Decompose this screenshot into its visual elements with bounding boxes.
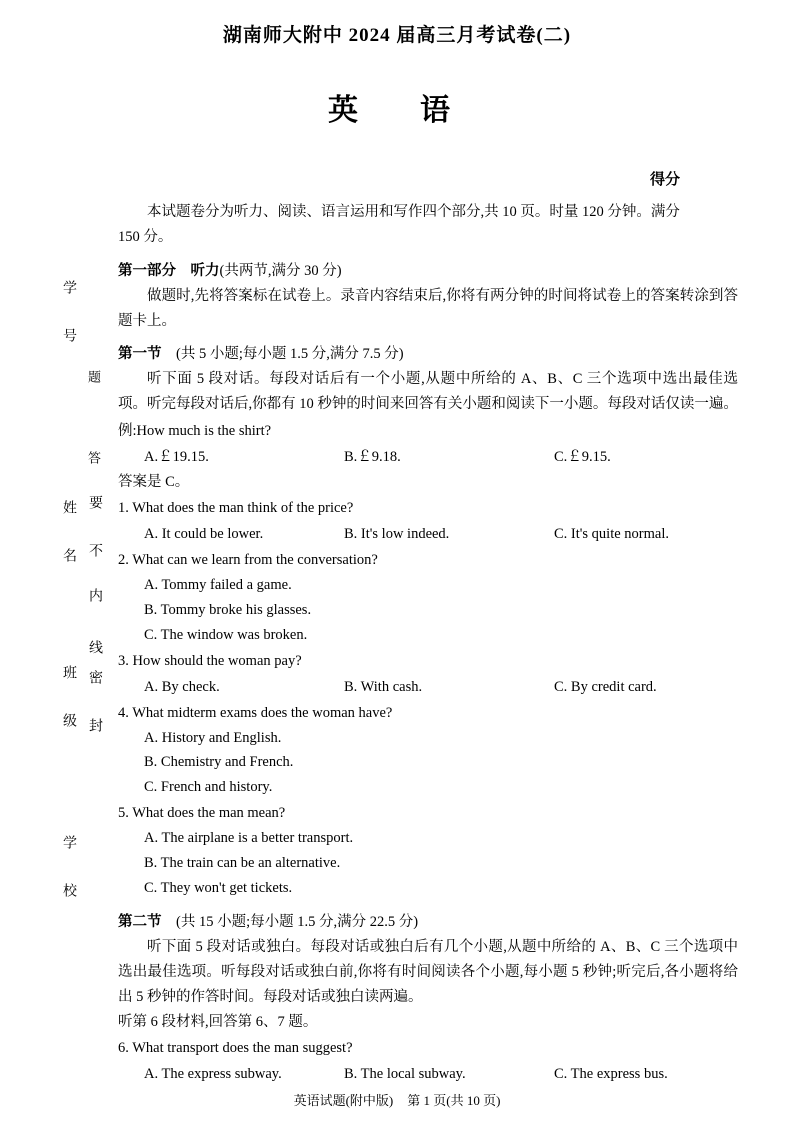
part1-heading-bold: 第一部分 听力 bbox=[118, 262, 220, 279]
part1-instruction: 做题时,先将答案标在试卷上。录音内容结束后,你将有两分钟的时间将试卷上的答案转涂到答题卡上。 bbox=[118, 287, 738, 329]
question-1-option-c: C. It's quite normal. bbox=[554, 526, 669, 543]
label-answer-area: 题 答 bbox=[86, 370, 101, 478]
page-title: 湖南师大附中 2024 届高三月考试卷(二) bbox=[222, 25, 572, 46]
question-2-text: What can we learn from the conversation? bbox=[132, 551, 378, 568]
question-3-option-c: C. By credit card. bbox=[554, 678, 657, 695]
footer-page-number: 第 1 页(共 10 页) bbox=[407, 1093, 501, 1108]
question-5-option-c: C. They won't get tickets. bbox=[144, 880, 293, 897]
question-1-number: 1. bbox=[118, 500, 129, 517]
question-4-number: 4. bbox=[118, 704, 129, 721]
question-1-option-b: B. It's low indeed. bbox=[344, 526, 450, 543]
question-2-option-b: B. Tommy broke his glasses. bbox=[144, 601, 312, 618]
part1-heading bbox=[118, 259, 738, 284]
section2-material-note: 听第 6 段材料,回答第 6、7 题。 bbox=[118, 1013, 318, 1030]
question-1 bbox=[118, 496, 738, 521]
question-3 bbox=[118, 649, 738, 674]
question-4-option-a: A. History and English. bbox=[144, 729, 282, 746]
question-1-options bbox=[118, 522, 738, 547]
section2-instruction: 听下面 5 段对话或独白。每段对话或独白后有几个小题,从题中所给的 A、B、C 三个选项中选出最佳选项。听每段对话或独白前,你将有时间阅读各个小题,每小题 5 秒钟;听完后,各小题将给出 5 秒钟的作答时间。每段对话或独白读两遍。 bbox=[118, 939, 738, 1005]
question-2-option-c: C. The window was broken. bbox=[144, 626, 308, 643]
question-1-option-a: A. It could be lower. bbox=[144, 526, 264, 543]
question-6-number: 6. bbox=[118, 1039, 129, 1056]
question-6-option-b: B. The local subway. bbox=[344, 1065, 466, 1082]
label-school: 学 校 bbox=[61, 835, 76, 907]
section2-heading bbox=[118, 910, 738, 935]
intro-line-2: 150 分。 bbox=[118, 228, 173, 245]
example-option-b: B.￡9.18. bbox=[344, 449, 401, 466]
question-5-number: 5. bbox=[118, 805, 129, 822]
question-4-option-c: C. French and history. bbox=[144, 779, 273, 796]
section2-heading-normal: (共 15 小题;每小题 1.5 分,满分 22.5 分) bbox=[176, 914, 419, 931]
section1-instruction: 听下面 5 段对话。每段对话后有一个小题,从题中所给的 A、B、C 三个选项中选出最佳选项。听完每段对话后,你都有 10 秒钟的时间来回答有关小题和阅读下一小题。每段对话仅读一遍。 bbox=[118, 371, 738, 413]
question-6-option-a: A. The express subway. bbox=[144, 1065, 282, 1082]
question-4 bbox=[118, 701, 738, 726]
label-line: 线 bbox=[87, 640, 102, 664]
question-3-number: 3. bbox=[118, 652, 129, 669]
question-5-text: What does the man mean? bbox=[132, 805, 286, 822]
example-label: 例:How much is the shirt? bbox=[118, 423, 272, 440]
question-5-option-b: B. The train can be an alternative. bbox=[144, 855, 341, 872]
example-option-a: A.￡19.15. bbox=[144, 449, 209, 466]
question-2-number: 2. bbox=[118, 551, 129, 568]
footer-label: 英语试题(附中版) bbox=[293, 1093, 394, 1108]
question-2-option-a: A. Tommy failed a game. bbox=[144, 576, 292, 593]
section1-heading-bold: 第一节 bbox=[118, 346, 162, 363]
question-5 bbox=[118, 801, 738, 826]
question-6-options bbox=[118, 1062, 738, 1087]
section1-heading-normal: (共 5 小题;每小题 1.5 分,满分 7.5 分) bbox=[176, 346, 404, 363]
label-name: 姓 名 bbox=[61, 500, 76, 572]
question-3-option-b: B. With cash. bbox=[344, 678, 423, 695]
label-inside: 内 bbox=[87, 588, 102, 612]
question-3-text: How should the woman pay? bbox=[132, 652, 302, 669]
example-options bbox=[118, 445, 738, 470]
part1-heading-normal: (共两节,满分 30 分) bbox=[219, 262, 342, 279]
label-student-id: 学 号 bbox=[61, 280, 76, 352]
label-no-write: 要 不 bbox=[87, 495, 102, 567]
intro-line-1: 本试题卷分为听力、阅读、语言运用和写作四个部分,共 10 页。时量 120 分钟。满分 bbox=[147, 203, 680, 220]
subject-title: 英 语 bbox=[328, 94, 466, 127]
example-answer: 答案是 C。 bbox=[118, 474, 190, 491]
exam-content bbox=[118, 168, 738, 1087]
section1-heading bbox=[118, 342, 738, 367]
question-6-text: What transport does the man suggest? bbox=[132, 1039, 353, 1056]
label-class: 班 级 bbox=[61, 665, 76, 737]
page-footer bbox=[0, 1090, 794, 1109]
question-3-option-a: A. By check. bbox=[144, 678, 220, 695]
question-6-option-c: C. The express bus. bbox=[554, 1065, 668, 1082]
question-4-option-b: B. Chemistry and French. bbox=[144, 754, 294, 771]
question-2 bbox=[118, 548, 738, 573]
label-seal: 密 封 bbox=[87, 670, 102, 742]
example-option-c: C.￡9.15. bbox=[554, 449, 611, 466]
question-6 bbox=[118, 1036, 738, 1061]
section2-heading-bold: 第二节 bbox=[118, 914, 162, 931]
score-label: 得分 bbox=[649, 172, 680, 188]
question-1-text: What does the man think of the price? bbox=[132, 500, 354, 517]
question-3-options bbox=[118, 675, 738, 700]
question-4-text: What midterm exams does the woman have? bbox=[132, 704, 393, 721]
question-5-option-a: A. The airplane is a better transport. bbox=[144, 830, 354, 847]
sealing-line-labels bbox=[34, 270, 114, 910]
